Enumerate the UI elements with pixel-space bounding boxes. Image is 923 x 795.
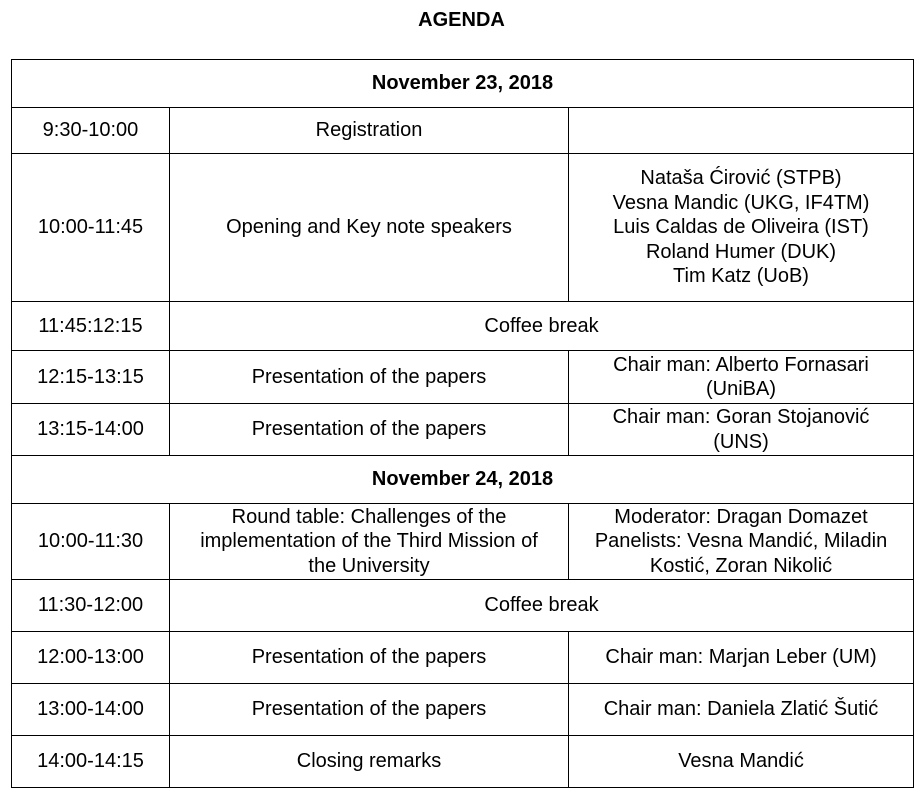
panel-line: Kostić, Zoran Nikolić xyxy=(649,554,833,577)
event-line: Round table: Challenges of the xyxy=(231,505,507,528)
time-cell: 14:00-14:15 xyxy=(12,736,170,788)
table-row xyxy=(12,302,914,351)
people-cell xyxy=(569,351,914,404)
table-row xyxy=(12,580,914,632)
event-line: implementation of the Third Mission of xyxy=(200,530,538,553)
people-cell xyxy=(569,154,914,302)
people-cell xyxy=(569,108,914,154)
time-cell: 13:00-14:00 xyxy=(12,684,170,736)
page-title: AGENDA xyxy=(418,9,505,31)
speaker-line: Vesna Mandic (UKG, IF4TM) xyxy=(612,191,870,214)
table-row xyxy=(12,632,914,684)
people-cell xyxy=(569,504,914,580)
break-cell: Coffee break xyxy=(170,580,914,632)
table-row xyxy=(12,736,914,788)
time-cell: 12:15-13:15 xyxy=(12,351,170,404)
event-cell xyxy=(170,632,569,684)
event-line: Presentation of the papers xyxy=(251,698,487,721)
event-line: Presentation of the papers xyxy=(251,365,487,388)
speaker-line: Vesna Mandić xyxy=(678,750,804,773)
event-line: Registration xyxy=(315,119,423,142)
speaker-line: Tim Katz (UoB) xyxy=(673,265,809,288)
chair-line: Chair man: Daniela Zlatić Šutić xyxy=(603,698,879,721)
people-cell xyxy=(569,404,914,456)
event-cell xyxy=(170,736,569,788)
chair-line: (UniBA) xyxy=(706,378,777,400)
event-line: the University xyxy=(308,554,430,577)
chair-line: Chair man: Goran Stojanović xyxy=(612,406,870,428)
time-cell: 11:45:12:15 xyxy=(12,302,170,351)
chair-line: Chair man: Alberto Fornasari xyxy=(613,353,869,376)
event-cell xyxy=(170,404,569,456)
panel-line: Moderator: Dragan Domazet xyxy=(614,505,868,528)
table-row xyxy=(12,154,914,302)
event-line: Presentation of the papers xyxy=(251,646,487,669)
day-date: November 24, 2018 xyxy=(12,456,914,504)
table-row xyxy=(12,504,914,580)
time-cell: 11:30-12:00 xyxy=(12,580,170,632)
event-line: Closing remarks xyxy=(296,750,442,773)
time-cell: 9:30-10:00 xyxy=(12,108,170,154)
event-line: Presentation of the papers xyxy=(251,418,487,441)
event-cell xyxy=(170,108,569,154)
agenda-table xyxy=(11,59,914,788)
event-cell xyxy=(170,684,569,736)
speaker-line: Luis Caldas de Oliveira (IST) xyxy=(613,216,869,239)
table-row xyxy=(12,684,914,736)
chair-line: Chair man: Marjan Leber (UM) xyxy=(605,646,877,669)
day-header-row xyxy=(12,60,914,108)
time-cell: 13:15-14:00 xyxy=(12,404,170,456)
event-line: Opening and Key note speakers xyxy=(226,216,512,239)
break-cell: Coffee break xyxy=(170,302,914,351)
time-cell: 10:00-11:30 xyxy=(12,504,170,580)
event-cell xyxy=(170,154,569,302)
table-row xyxy=(12,351,914,404)
chair-line: (UNS) xyxy=(713,430,769,453)
table-row xyxy=(12,404,914,456)
panel-line: Panelists: Vesna Mandić, Miladin xyxy=(594,530,888,553)
day-date: November 23, 2018 xyxy=(12,60,914,108)
speaker-line: Nataša Ćirović (STPB) xyxy=(640,167,842,190)
time-cell: 10:00-11:45 xyxy=(12,154,170,302)
time-cell: 12:00-13:00 xyxy=(12,632,170,684)
day-header-row xyxy=(12,456,914,504)
event-cell xyxy=(170,504,569,580)
people-cell xyxy=(569,736,914,788)
speaker-line: Roland Humer (DUK) xyxy=(645,240,837,263)
people-cell xyxy=(569,632,914,684)
event-cell xyxy=(170,351,569,404)
people-cell xyxy=(569,684,914,736)
table-row xyxy=(12,108,914,154)
